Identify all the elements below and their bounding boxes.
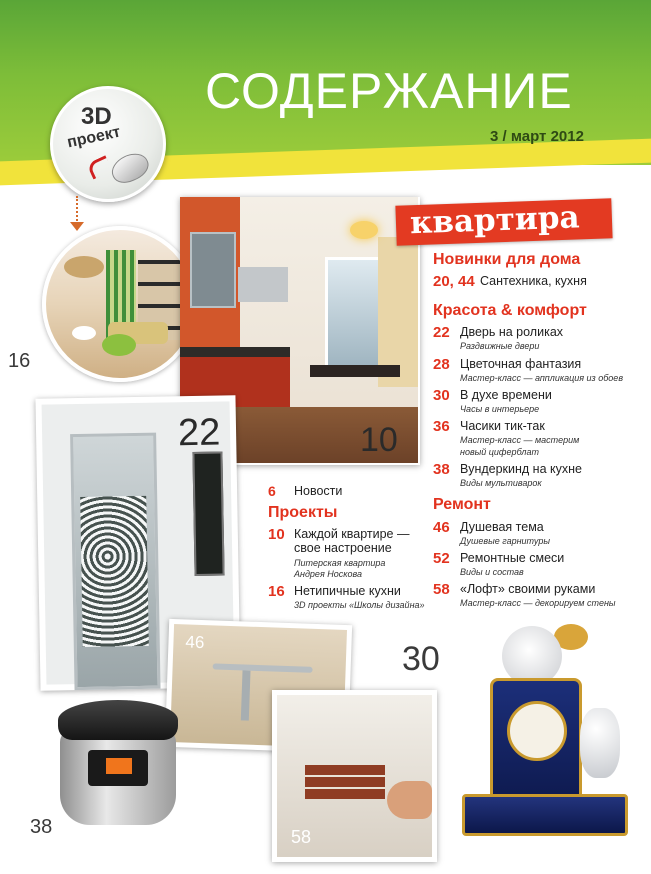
toc-title-line2: свое настроение xyxy=(294,541,392,555)
toc-title: Душевая тема xyxy=(460,520,544,534)
toc-subtitle: Мастер-класс — декорируем стены xyxy=(460,598,616,608)
green-chair xyxy=(102,334,136,356)
heading-krasota: Красота & комфорт xyxy=(433,302,587,319)
toc-title: Новости xyxy=(294,484,343,498)
heading-remont: Ремонт xyxy=(433,496,491,513)
cooker-panel xyxy=(88,750,148,786)
cooker-lid xyxy=(58,700,178,740)
mouse-icon xyxy=(107,148,152,188)
photo-multicooker xyxy=(58,700,178,830)
toc-subtitle: Виды мультиварок xyxy=(460,478,542,488)
clock-face xyxy=(507,701,567,761)
toc-page-num: 10 xyxy=(268,526,285,543)
toc-title: «Лофт» своими руками xyxy=(460,582,596,596)
page-ref-10: 10 xyxy=(360,421,398,459)
toc-subtitle-line2: Андрея Носкова xyxy=(294,569,363,579)
page-title: СОДЕРЖАНИЕ xyxy=(205,63,573,119)
toc-subtitle: Виды и состав xyxy=(460,567,524,577)
page-ref-30: 30 xyxy=(402,640,440,678)
arrow-head-icon xyxy=(70,222,84,231)
hand-sponge xyxy=(387,781,432,819)
wall-cabinet xyxy=(190,232,236,308)
toc-subtitle-line2: новый циферблат xyxy=(460,447,540,457)
clock-base xyxy=(462,794,628,836)
toc-page-num: 22 xyxy=(433,324,450,341)
page-ref-22: 22 xyxy=(177,411,221,455)
photo-3d-interior xyxy=(42,226,198,382)
toc-subtitle: Душевые гарнитуры xyxy=(460,536,550,546)
toc-page-num: 20, 44 xyxy=(433,273,475,290)
cooker-screen xyxy=(106,758,132,774)
toc-page-num: 6 xyxy=(268,483,276,499)
porcelain-angel-right xyxy=(580,708,620,778)
dining-table xyxy=(310,365,400,377)
toc-title: Вундеркинд на кухне xyxy=(460,462,582,476)
toc-title: Дверь на роликах xyxy=(460,325,564,339)
toc-subtitle: Мастер-класс — мастерим xyxy=(460,435,580,445)
chandelier xyxy=(350,221,378,239)
toc-title: Цветочная фантазия xyxy=(460,357,582,371)
toc-subtitle: Часы в интерьере xyxy=(460,404,540,414)
toc-page-num: 38 xyxy=(433,461,450,478)
toc-title: Сантехника, кухня xyxy=(480,274,587,288)
page-ref-58: 58 xyxy=(291,827,312,847)
toc-page-num: 30 xyxy=(433,387,450,404)
section-label-kvartira xyxy=(395,198,612,246)
countertop xyxy=(180,347,290,357)
badge-project-label: проект xyxy=(65,123,123,152)
toc-title: Ремонтные смеси xyxy=(460,551,565,565)
heading-proekty: Проекты xyxy=(268,504,338,521)
photo-loft-wall xyxy=(272,690,437,862)
page-ref-16: 16 xyxy=(8,350,31,372)
issue-number: 3 / март 2012 xyxy=(490,128,584,145)
white-table xyxy=(72,326,96,340)
frosted-glass xyxy=(80,496,149,647)
toc-page-num: 58 xyxy=(433,581,450,598)
photo-mantel-clock xyxy=(462,618,622,858)
brick-patch xyxy=(305,765,385,799)
badge-3d-label: 3D xyxy=(81,103,112,130)
toc-title: Каждой квартире — xyxy=(294,527,410,541)
mixer-tap xyxy=(241,670,251,720)
porcelain-angel xyxy=(502,626,562,686)
mixer-pipe xyxy=(213,663,313,672)
heading-novinki: Новинки для дома xyxy=(433,251,581,268)
page-ref-38: 38 xyxy=(30,816,53,838)
toc-subtitle: 3D проекты «Школы дизайна» xyxy=(294,600,425,610)
toc-subtitle: Питерская квартира xyxy=(294,558,386,568)
toc-title: Часики тик-так xyxy=(460,419,545,433)
toc-page-num: 36 xyxy=(433,418,450,435)
3d-project-badge xyxy=(50,86,166,202)
lamp-shape xyxy=(64,256,104,278)
wall-art xyxy=(192,452,224,577)
toc-subtitle: Мастер-класс — аппликация из обоев xyxy=(460,373,624,383)
clock-case xyxy=(490,678,582,804)
toc-subtitle: Раздвижные двери xyxy=(460,341,540,351)
toc-page-num: 46 xyxy=(433,519,450,536)
section-label-text: квартира xyxy=(409,199,581,242)
range-hood xyxy=(238,267,288,302)
toc-title: Нетипичные кухни xyxy=(294,584,401,598)
toc-title: В духе времени xyxy=(460,388,552,402)
page-ref-46: 46 xyxy=(185,632,205,653)
toc-page-num: 16 xyxy=(268,583,285,600)
sliding-door xyxy=(70,433,160,690)
toc-page-num: 28 xyxy=(433,356,450,373)
toc-page-num: 52 xyxy=(433,550,450,567)
